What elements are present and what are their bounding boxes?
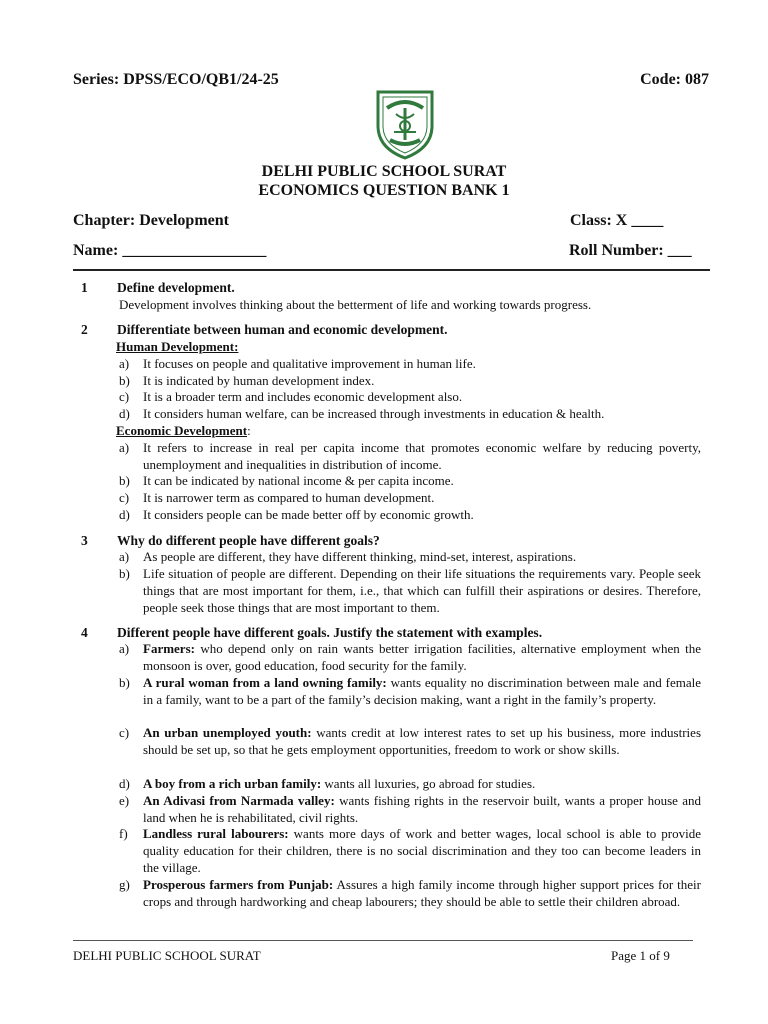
list-item	[119, 776, 701, 793]
list-item	[119, 406, 701, 423]
footer-divider	[73, 940, 693, 941]
list-item-text: As people are different, they have different thinking, mind-set, interest, aspirations.	[143, 549, 577, 564]
list-item-text: It focuses on people and qualitative improvement in human life.	[143, 356, 476, 371]
list-item-keyword: An Adivasi from Narmada valley:	[143, 793, 335, 808]
document-title: ECONOMICS QUESTION BANK 1	[258, 182, 510, 199]
list-item-keyword: Farmers:	[143, 641, 195, 656]
list-item-text: Assures a high family income through higher support prices for their crops and through hardworking and cheap labourers; they should be able to settle their children abroad.	[143, 877, 701, 909]
subject-code-label: Code: 087	[640, 71, 709, 88]
list-item-label: c)	[119, 389, 130, 404]
list-item	[119, 566, 701, 616]
list-item-text: wants fishing rights in the reservoir built, wants a proper house and land when he is rehabilitated, civil rights.	[143, 793, 701, 825]
question-text: Different people have different goals. Justify the statement with examples.	[117, 625, 543, 640]
list-item-label: b)	[119, 373, 130, 388]
subheading-human-development: Human Development:	[116, 339, 239, 354]
subheading-economic-text: Economic Development	[116, 423, 248, 438]
list-item-keyword: An urban unemployed youth:	[143, 725, 312, 740]
list-item	[119, 675, 701, 709]
list-item-text: It can be indicated by national income & per capita income.	[143, 473, 454, 488]
list-item	[119, 877, 701, 911]
list-item	[119, 356, 701, 373]
list-item	[119, 826, 701, 876]
list-item-text: wants equality no discrimination between male and female in a family, want to be a part of the family’s decision making, want a right in the family’s property.	[143, 675, 702, 707]
list-item-keyword: Prosperous farmers from Punjab:	[143, 877, 334, 892]
list-item-label: f)	[119, 826, 128, 841]
list-item-label: g)	[119, 877, 130, 892]
list-item	[119, 389, 701, 406]
list-item-label: d)	[119, 507, 130, 522]
list-item-text: wants credit at low interest rates to set up his business, more industries should be set up, so that he gets employment opportunities, freedom to work or show skills.	[143, 725, 702, 757]
list-item-label: c)	[119, 490, 130, 505]
dps-crest-icon	[370, 86, 440, 162]
list-item	[119, 373, 701, 390]
answer-text: Development involves thinking about the betterment of life and working towards progress.	[119, 297, 592, 312]
question-number: 3	[81, 533, 88, 548]
question-number: 4	[81, 625, 88, 640]
list-item-label: d)	[119, 406, 130, 421]
header-divider	[73, 269, 710, 271]
list-item-label: b)	[119, 473, 130, 488]
subheading-colon: :	[247, 423, 251, 438]
list-item-label: e)	[119, 793, 130, 808]
list-item-text: who depend only on rain wants better irrigation facilities, alternative employment when the monsoon is over, good education, food security for the family.	[143, 641, 701, 673]
list-item	[119, 490, 701, 507]
class-field: Class: X ____	[570, 212, 664, 229]
roll-number-field: Roll Number: ___	[569, 242, 692, 259]
question-number: 1	[81, 280, 88, 295]
chapter-label: Chapter: Development	[73, 212, 229, 229]
question-text: Differentiate between human and economic development.	[117, 322, 448, 337]
list-item-text: It considers people can be made better off by economic growth.	[143, 507, 474, 522]
list-item-text: wants all luxuries, go abroad for studies.	[321, 776, 536, 791]
school-name: DELHI PUBLIC SCHOOL SURAT	[261, 163, 507, 180]
list-item-keyword: A boy from a rich urban family:	[143, 776, 322, 791]
list-item	[119, 641, 701, 675]
list-item	[119, 793, 701, 827]
list-item-text: It is a broader term and includes economic development also.	[143, 389, 463, 404]
list-item	[119, 440, 701, 474]
list-item-label: d)	[119, 776, 130, 791]
list-item-text: wants more days of work and better wages, local school is able to provide quality education for their children, there is no social discrimination and they too can become leaders in the village.	[143, 826, 701, 875]
list-item-text: It considers human welfare, can be increased through investments in education & health.	[143, 406, 605, 421]
list-item-text: It refers to increase in real per capita income that promotes economic welfare by reducing poverty, unemployment and inequalities in distribution of income.	[143, 440, 701, 472]
footer-school-name: DELHI PUBLIC SCHOOL SURAT	[73, 948, 261, 963]
list-item-label: a)	[119, 641, 130, 656]
list-item-label: b)	[119, 675, 130, 690]
question-text: Why do different people have different goals?	[117, 533, 380, 548]
question-number: 2	[81, 322, 88, 337]
list-item-keyword: Landless rural labourers:	[143, 826, 289, 841]
list-item	[119, 507, 701, 524]
series-code-label: Series: DPSS/ECO/QB1/24-25	[73, 71, 279, 88]
list-item	[119, 549, 701, 566]
list-item-keyword: A rural woman from a land owning family:	[143, 675, 387, 690]
list-item-text: Life situation of people are different. Depending on their life situations the requirements vary. People seek things that are most important for them, i.e., that which can fulfill their aspirations or desires. Therefore, people seek those things that are most important to them.	[143, 566, 701, 615]
list-item-label: c)	[119, 725, 130, 740]
list-item-text: It is indicated by human development index.	[143, 373, 375, 388]
list-item	[119, 725, 701, 759]
list-item	[119, 473, 701, 490]
page-number: Page 1 of 9	[611, 948, 670, 963]
list-item-text: It is narrower term as compared to human development.	[143, 490, 435, 505]
list-item-label: a)	[119, 356, 130, 371]
list-item-label: b)	[119, 566, 130, 581]
name-field: Name: __________________	[73, 242, 267, 259]
subheading-economic-development	[116, 423, 251, 439]
list-item-label: a)	[119, 440, 130, 455]
list-item-label: a)	[119, 549, 130, 564]
question-text: Define development.	[117, 280, 235, 295]
